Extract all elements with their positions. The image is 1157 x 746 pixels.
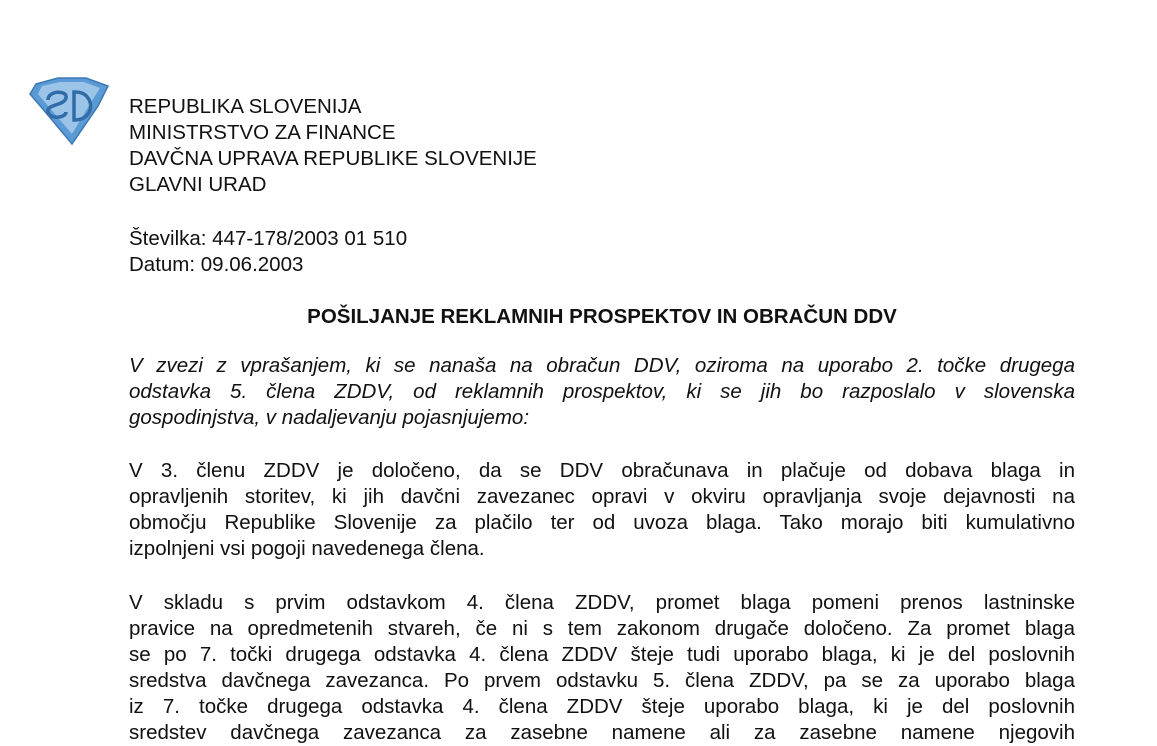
body-paragraph-2 — [129, 590, 1075, 746]
header-line-davcna-uprava: DAVČNA UPRAVA REPUBLIKE SLOVENIJE — [129, 147, 537, 170]
intro-line: V zvezi z vprašanjem, ki se nanaša na obračun DDV, oziroma na uporabo 2. točke drugega — [129, 354, 1075, 377]
intro-line: gospodinjstva, v nadaljevanju pojasnjujemo: — [129, 406, 530, 429]
document-meta — [129, 226, 407, 278]
paragraph-line: opravljenih storitev, ki jih davčni zavezanec opravi v okviru opravljanja svoje dejavnosti na — [129, 485, 1075, 508]
paragraph-line: iz 7. točke drugega odstavka 4. člena ZDDV šteje uporabo blaga, ki je del poslovnih — [129, 695, 1075, 718]
body-paragraph-1 — [129, 458, 1075, 562]
document-date: Datum: 09.06.2003 — [129, 253, 304, 276]
paragraph-line: sredstva davčnega zavezanca. Po prvem odstavku 5. člena ZDDV, pa se za uporabo blaga — [129, 669, 1075, 692]
paragraph-line: pravice na opredmetenih stvareh, če ni s tem zakonom drugače določeno. Za promet blaga — [129, 617, 1075, 640]
paragraph-line: V skladu s prvim odstavkom 4. člena ZDDV, promet blaga pomeni prenos lastninske — [129, 591, 1075, 614]
paragraph-line: V 3. členu ZDDV je določeno, da se DDV obračunava in plačuje od dobava blaga in — [129, 459, 1075, 482]
paragraph-line: območju Republike Slovenije za plačilo ter od uvoza blaga. Tako morajo biti kumulativno — [129, 511, 1075, 534]
header-line-ministrstvo: MINISTRSTVO ZA FINANCE — [129, 121, 396, 144]
paragraph-line: izpolnjeni vsi pogoji navedenega člena. — [129, 537, 485, 560]
letterhead — [129, 94, 537, 198]
header-line-republika: REPUBLIKA SLOVENIJA — [129, 95, 362, 118]
intro-paragraph — [129, 353, 1075, 431]
document-title: POŠILJANJE REKLAMNIH PROSPEKTOV IN OBRAČUN DDV — [307, 305, 897, 328]
durs-diamond-logo-icon — [28, 76, 112, 148]
paragraph-line: se po 7. točki drugega odstavka 4. člena ZDDV šteje tudi uporabo blaga, ki je del poslovnih — [129, 643, 1075, 666]
paragraph-line: sredstev davčnega zavezanca za zasebne namene ali za zasebne namene njegovih — [129, 721, 1075, 744]
header-line-glavni-urad: GLAVNI URAD — [129, 173, 267, 196]
document-number: Številka: 447-178/2003 01 510 — [129, 227, 408, 250]
intro-line: odstavka 5. člena ZDDV, od reklamnih prospektov, ki se jih bo razposlalo v slovenska — [129, 380, 1075, 403]
